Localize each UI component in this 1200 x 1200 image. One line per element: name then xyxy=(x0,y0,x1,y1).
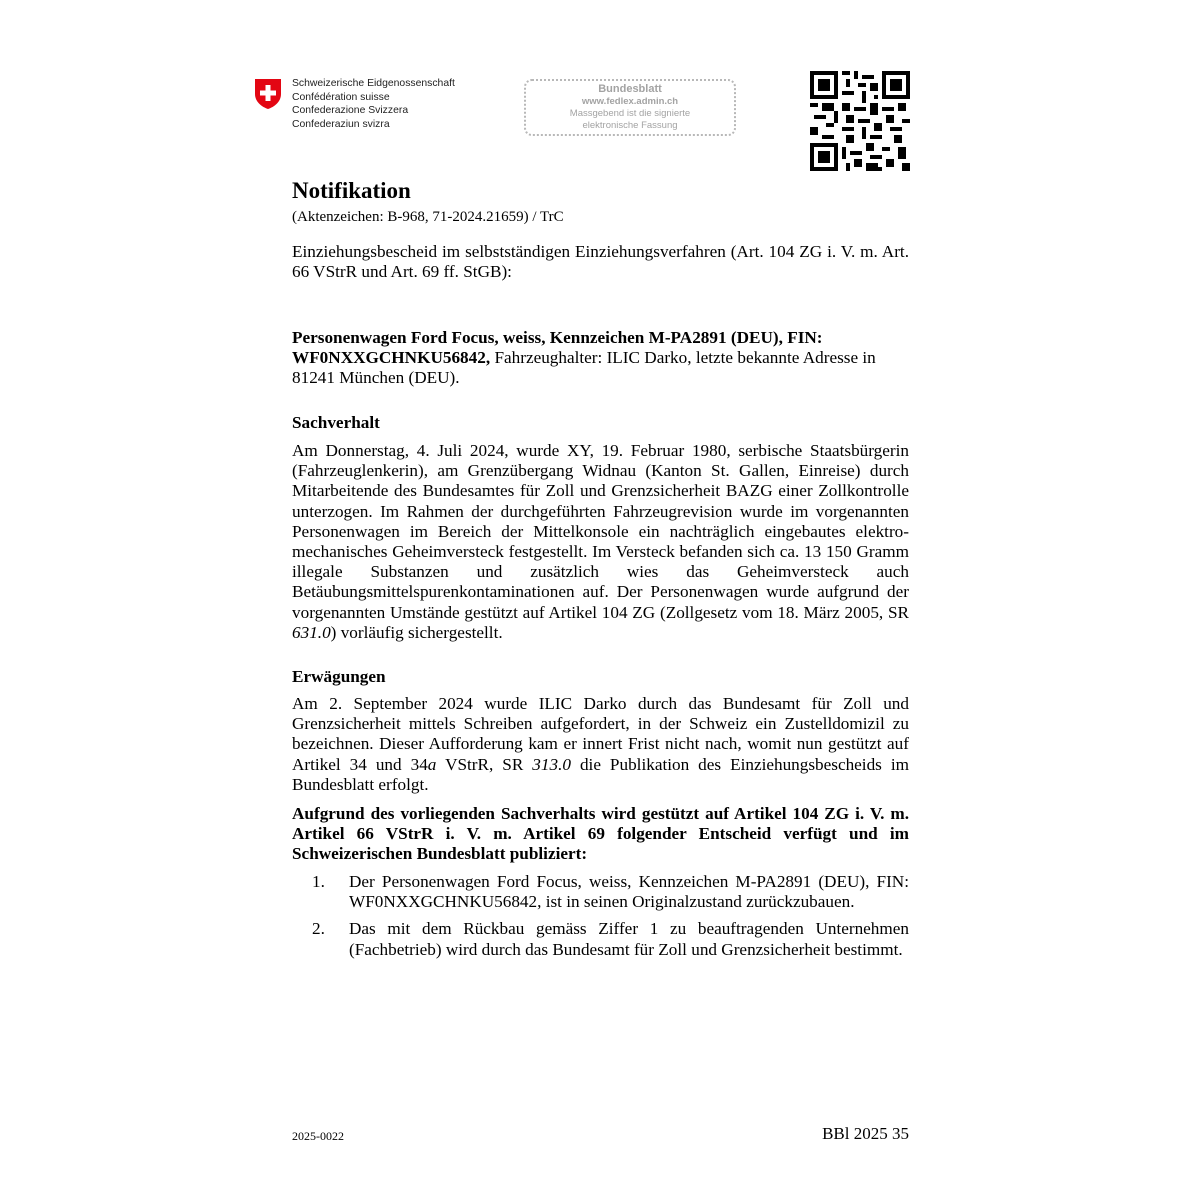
agency-name-fr: Confédération suisse xyxy=(292,91,390,103)
agency-names xyxy=(292,77,455,131)
list-item-number: 2. xyxy=(312,919,325,939)
vehicle-bold-text: Personenwagen Ford Focus, weiss, Kennzeichen M-PA2891 (DEU), FIN: WF0NXXGCHNKU56842, xyxy=(292,328,823,368)
list-item-number: 1. xyxy=(312,872,325,891)
facts-sr-number: 631.0 xyxy=(292,622,331,642)
agency-name-it: Confederazione Svizzera xyxy=(292,105,409,116)
considerations-text-end: die Publikation des Einziehungsbescheids im Bundesblatt erfolgt. xyxy=(292,754,909,794)
considerations-text-2: VStrR, SR xyxy=(436,754,533,774)
document-number: 2025-0022 xyxy=(292,1129,344,1143)
vehicle-paragraph xyxy=(292,328,909,389)
bbl-citation: BBl 2025 35 xyxy=(822,1124,909,1143)
considerations-italic-a: a xyxy=(427,754,437,774)
agency-name-rm: Confederaziun svizra xyxy=(292,118,390,130)
considerations-text: Am 2. September 2024 wurde ILIC Darko durch das Bundesamt für Zoll und Grenzsicherheit mittels Schreiben aufgefordert, in der Schweiz ein Zustelldomizil zu bezeichnen. Dieser Aufforderung kam er innert Frist nicht nach, womit nun gestützt auf Artikel 34 und 34 xyxy=(292,694,909,774)
list-item-text: Der Personenwagen Ford Focus, weiss, Kennzeichen M-PA2891 (DEU), FIN: WF0NXXGCHNKU56842, ist in seinen Originalzustand zurückzubauen. xyxy=(349,872,909,912)
considerations-sr-number: 313.0 xyxy=(532,754,571,774)
list-item-text: Das mit dem Rückbau gemäss Ziffer 1 zu beauftragenden Unternehmen (Fachbetrieb) wird durch das Bundesamt für Zoll und Grenzsicherheit bestimmt. xyxy=(349,919,909,959)
bundesblatt-stamp xyxy=(524,79,736,136)
decision-paragraph: Aufgrund des vorliegenden Sachverhalts wird gestützt auf Artikel 104 ZG i. V. m. Artikel 66 VStrR i. V. m. Artikel 69 folgender Entscheid verfügt und im Schweizerischen Bundesblatt publiziert: xyxy=(292,804,909,864)
intro-paragraph: Einziehungsbescheid im selbstständigen Einziehungsverfahren (Art. 104 ZG i. V. m. Art. 66 VStrR und Art. 69 ff. StGB): xyxy=(292,242,909,282)
facts-text-end: ) vorläufig sichergestellt. xyxy=(330,622,503,642)
stamp-line-1: Massgebend ist die signierte xyxy=(569,108,691,119)
stamp-line-2: elektronische Fassung xyxy=(582,120,678,131)
stamp-url: www.fedlex.admin.ch xyxy=(581,96,679,107)
qr-code-icon xyxy=(810,71,910,171)
facts-paragraph xyxy=(292,441,909,643)
section-heading-considerations: Erwägungen xyxy=(292,667,386,686)
swiss-crest-icon xyxy=(254,78,282,110)
page-title: Notifikation xyxy=(292,178,411,203)
list-item xyxy=(292,872,909,912)
decision-list xyxy=(292,872,909,967)
considerations-paragraph xyxy=(292,694,909,795)
reference-number: (Aktenzeichen: B-968, 71-2024.21659) / TrC xyxy=(292,209,564,225)
vehicle-holder-text: Fahrzeughalter: ILIC Darko, letzte bekannte Adresse in 81241 München (DEU). xyxy=(292,348,876,388)
facts-text: Am Donnerstag, 4. Juli 2024, wurde XY, 19. Februar 1980, serbische Staatsbürgerin (Fahrzeuglenkerin), am Grenzübergang Widnau (Kanton St. Gallen, Einreise) durch Mitarbeitende des Bundesamtes für Zoll und Grenzsicherheit BAZG einer Zollkontrolle unterzogen. Im Rahmen der durchgeführten Fahrzeugrevision wurde im vorgenannten Personenwagen im Bereich der Mittelkonsole ein nachträglich eingebautes elektro-mechanisches Geheimversteck festgestellt. Im Versteck befanden sich ca. 13 150 Gramm illegale Substanzen und zusätzlich wies das Geheimversteck auch Betäubungsmittelspurenkontaminationen auf. Der Personenwagen wurde aufgrund der vorgenannten Umstände gestützt auf Artikel 104 ZG (Zollgesetz vom 18. März 2005, SR xyxy=(292,441,909,622)
stamp-title: Bundesblatt xyxy=(598,83,662,95)
agency-name-de: Schweizerische Eidgenossenschaft xyxy=(292,78,455,89)
list-item xyxy=(292,919,909,959)
section-heading-facts: Sachverhalt xyxy=(292,413,380,432)
